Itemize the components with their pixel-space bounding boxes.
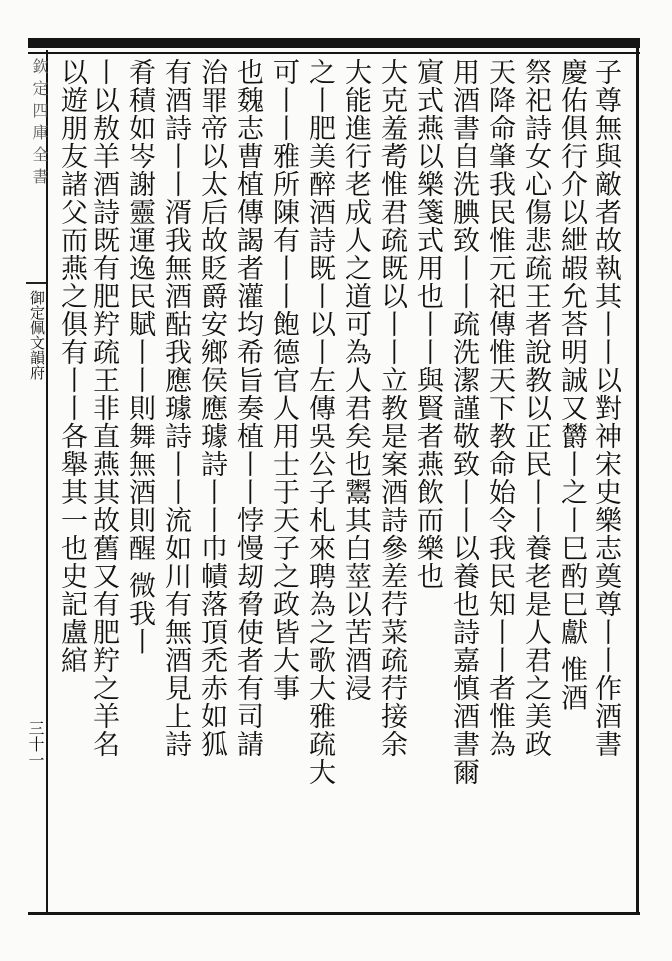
spine-subtitle: 御定佩文韻府 (28, 290, 46, 380)
text-column-12: 治罪帝以太后故貶爵安鄉侯應璩詩丨丨巾幘落頂禿赤如狐 (196, 58, 227, 758)
text-column-8: 大能進行老成人之道可為人君矣也鬻其白莖以苦酒浸 (340, 58, 371, 702)
top-border-thin (28, 52, 640, 54)
page-number: 三十一 (26, 720, 45, 768)
spine-divider (26, 282, 46, 284)
text-column-13: 有酒詩丨丨湑我無酒酤我應璩詩丨丨流如川有無酒見上詩 (160, 58, 191, 758)
text-column-7: 大克羞耉惟君疏既以丨丨立教是案酒詩參差荇菜疏荇接余 (376, 58, 407, 758)
text-column-3: 祭祀詩女心傷悲疏王者說教以正民丨丨養老是人君之美政 (520, 58, 551, 758)
text-column-6: 賔式燕以樂箋式用也丨丨與賢者燕飲而樂也 (412, 58, 443, 590)
text-column-5: 用酒書自洗腆致丨丨疏洗潔謹敬致丨丨以養也詩嘉慎酒書爾 (448, 58, 479, 786)
spine-title: 欽定四庫全書 (30, 58, 49, 190)
text-column-10: 可丨丨雅所陳有丨丨飽德官人用士于天子之政皆大事 (268, 58, 299, 702)
top-border-thick (28, 38, 640, 48)
text-column-4: 天降命肇我民惟元祀傳惟天下教命始令我民知丨丨者惟為 (484, 58, 515, 758)
text-column-15: 丨以敖羊酒詩既有肥羜疏王非直燕其故舊又有肥羜之羊名 (88, 58, 119, 758)
text-column-11: 也魏志曹植傳謁者灌均希旨奏植丨丨悖慢刼脅使者有司請 (232, 58, 263, 758)
text-column-9: 之丨肥美醉酒詩既丨以丨左傳吳公子札來聘為之歌大雅疏大 (304, 58, 335, 786)
right-border (636, 38, 639, 915)
text-column-16: 以遊朋友諸父而燕之俱有丨丨各舉其一也史記盧綰 (56, 58, 87, 674)
text-column-2: 慶佑俱行介以紲嘏允荅明誠又欝丨之丨巳酌巳獻 惟酒 (556, 58, 587, 712)
text-column-14: 肴積如岑謝靈運逸民賦丨丨則舞無酒則醒 微我丨 (124, 58, 155, 656)
bottom-border (28, 912, 640, 915)
text-column-1: 子尊無與敵者故執其丨丨以對神宋史樂志奠尊丨丨作酒書 (590, 58, 621, 758)
